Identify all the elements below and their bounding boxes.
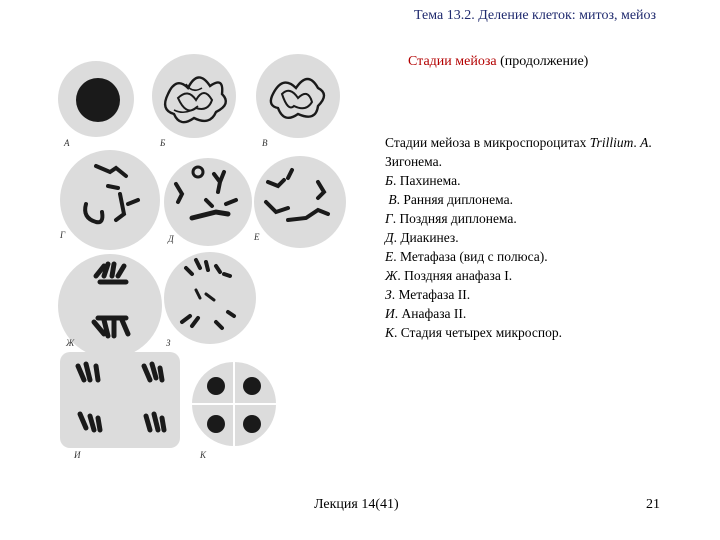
- cell-g: [60, 150, 160, 250]
- caption-line: [385, 247, 715, 266]
- caption-line: [385, 133, 715, 152]
- caption-text: . Поздняя диплонема.: [392, 211, 517, 226]
- caption-letter: З: [385, 287, 392, 302]
- caption-letter: И: [385, 306, 395, 321]
- panel-label: А: [64, 138, 70, 148]
- caption-line: [385, 152, 715, 171]
- caption-letter: Е: [385, 249, 394, 264]
- caption-letter: А: [640, 135, 649, 150]
- caption-line: [385, 285, 715, 304]
- caption-text: . Пахинема.: [392, 173, 461, 188]
- caption-text: . Поздняя анафаза I.: [397, 268, 513, 283]
- caption-text: .: [648, 135, 652, 150]
- caption-line: [385, 171, 715, 190]
- panel-label: Д: [168, 234, 174, 244]
- caption-text: . Стадия четырех микроспор.: [393, 325, 562, 340]
- panel-label: И: [74, 450, 81, 460]
- caption-letter: В: [388, 192, 397, 207]
- caption-line: [385, 190, 715, 209]
- panel-label: З: [166, 338, 171, 348]
- caption-line: [385, 323, 715, 342]
- caption-text: . Ранняя диплонема.: [396, 192, 513, 207]
- cell-b: [152, 54, 236, 138]
- page-number: 21: [646, 497, 660, 512]
- caption-letter: К: [385, 325, 394, 340]
- caption-line: [385, 266, 715, 285]
- panel-label: Б: [160, 138, 166, 148]
- subtitle-suffix: (продолжение): [496, 54, 589, 69]
- panel-label: К: [200, 450, 206, 460]
- figure-caption: [385, 133, 715, 342]
- panel-label: Ж: [66, 338, 75, 348]
- caption-text: Стадии мейоза в микроспороцитах: [385, 135, 590, 150]
- caption-line: [385, 209, 715, 228]
- meiosis-figure: [56, 54, 350, 468]
- cell-e: [254, 156, 346, 248]
- cell-i: [60, 352, 180, 448]
- caption-text: .: [633, 135, 641, 150]
- caption-letter: Д: [385, 230, 394, 245]
- caption-species: Trillium: [589, 135, 634, 150]
- caption-line: [385, 228, 715, 247]
- cell-d: [164, 158, 252, 246]
- caption-text: . Анафаза II.: [394, 306, 467, 321]
- subtitle-main: Стадии мейоза: [408, 54, 497, 69]
- caption-letter: Б: [385, 173, 393, 188]
- panel-label: Г: [60, 230, 66, 240]
- caption-text: . Метафаза II.: [391, 287, 471, 302]
- lecture-number: Лекция 14(41): [314, 497, 399, 512]
- cell-z: [164, 252, 256, 344]
- panel-label: В: [262, 138, 268, 148]
- panel-label: Е: [254, 232, 260, 242]
- page-header: Тема 13.2. Деление клеток: митоз, мейоз: [414, 8, 657, 23]
- cell-a: [58, 61, 134, 137]
- caption-text: . Метафаза (вид с полюса).: [393, 249, 548, 264]
- caption-text: Зигонема.: [385, 154, 442, 169]
- caption-text: . Диакинез.: [393, 230, 459, 245]
- cell-k: [192, 362, 276, 446]
- cell-v: [256, 54, 340, 138]
- caption-letter: Г: [385, 211, 393, 226]
- caption-line: [385, 304, 715, 323]
- caption-letter: Ж: [385, 268, 398, 283]
- meiosis-figure-svg: [56, 54, 350, 468]
- slide-subtitle: [408, 54, 588, 70]
